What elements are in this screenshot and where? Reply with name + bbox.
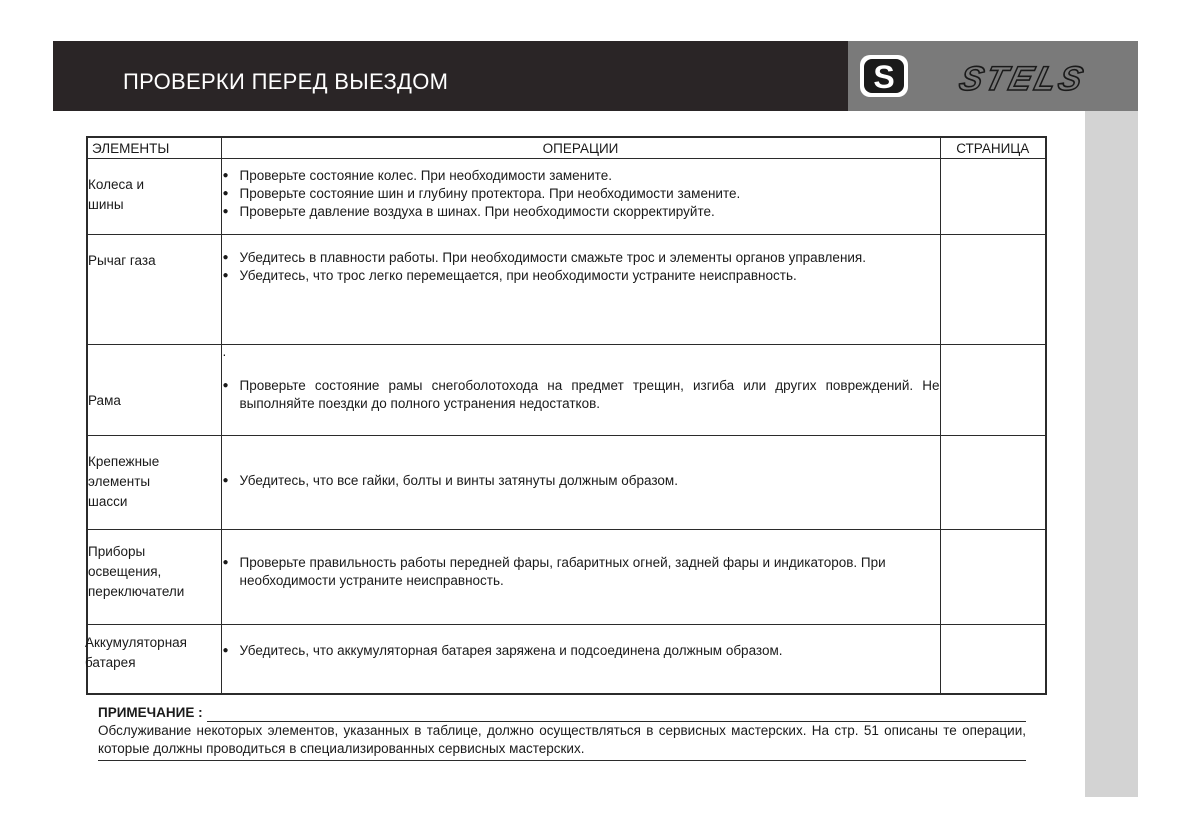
operation-item: ● Проверьте состояние колес. При необходимости замените.: [222, 167, 940, 185]
row-operations: [221, 345, 940, 436]
row-element: Аккумуляторная батарея: [87, 625, 221, 695]
operation-item: ● Убедитесь, что аккумуляторная батарея заряжена и подсоединена должным образом.: [222, 642, 940, 660]
operation-item: ● Проверьте состояние рамы снегоболотохода на предмет трещин, изгиба или других повреждений. Не выполняйте поездки до полного устранения недостатков.: [222, 377, 940, 413]
row-page: [940, 530, 1046, 625]
row-page: [940, 235, 1046, 345]
operation-item: ● Проверьте давление воздуха в шинах. При необходимости скорректируйте.: [222, 203, 940, 221]
table-row: [87, 530, 1046, 625]
row-page: [940, 159, 1046, 235]
operation-item: ● Убедитесь в плавности работы. При необходимости смажьте трос и элементы органов управления.: [222, 249, 940, 267]
row-operations: [221, 159, 940, 235]
row-operations: [221, 436, 940, 530]
row-operations: [221, 530, 940, 625]
table-row: [87, 235, 1046, 345]
column-header-page: СТРАНИЦА: [940, 137, 1046, 159]
note-text: Обслуживание некоторых элементов, указанных в таблице, должно осуществляться в сервисных мастерских. На стр. 51 описаны те операции, которые должны проводиться в специализированных сервисных мастерских.: [98, 722, 1026, 761]
logo-letter: S: [873, 59, 895, 95]
page-title: ПРОВЕРКИ ПЕРЕД ВЫЕЗДОМ: [123, 69, 449, 94]
operation-item: ● Убедитесь, что трос легко перемещается, при необходимости устраните неисправность.: [222, 267, 940, 285]
row-page: [940, 436, 1046, 530]
pre-ride-checks-table: [86, 136, 1047, 695]
operation-item: ● Проверьте правильность работы передней фары, габаритных огней, задней фары и индикаторов. При необходимости устраните неисправность.: [222, 554, 940, 590]
stray-mark: .: [222, 344, 227, 359]
note-underline: [207, 709, 1026, 722]
row-operations: [221, 625, 940, 695]
row-element: Рама: [87, 345, 221, 436]
row-page: [940, 625, 1046, 695]
row-page: [940, 345, 1046, 436]
row-element: Рычаг газа: [87, 235, 221, 345]
column-header-elements: ЭЛЕМЕНТЫ: [87, 137, 221, 159]
row-element: Колеса и шины: [87, 159, 221, 235]
table-row: [87, 159, 1046, 235]
side-band: [1085, 111, 1138, 797]
table-row: [87, 625, 1046, 695]
logo-wordmark: STELS: [955, 60, 1090, 98]
note-section: [98, 704, 1026, 761]
operation-item: ● Убедитесь, что все гайки, болты и винты затянуты должным образом.: [222, 472, 940, 490]
row-element: Приборы освещения, переключатели: [87, 530, 221, 625]
column-header-operations: ОПЕРАЦИИ: [221, 137, 940, 159]
stels-logo-icon: [848, 41, 1138, 111]
table-row: [87, 345, 1046, 436]
note-label: ПРИМЕЧАНИЕ :: [98, 705, 203, 720]
operation-item: ● Проверьте состояние шин и глубину протектора. При необходимости замените.: [222, 185, 940, 203]
page-header: [53, 41, 1138, 111]
brand-logo: [848, 41, 1138, 111]
row-operations: [221, 235, 940, 345]
table-row: [87, 436, 1046, 530]
table-header-row: [87, 137, 1046, 159]
row-element: Крепежные элементы шасси: [87, 436, 221, 530]
